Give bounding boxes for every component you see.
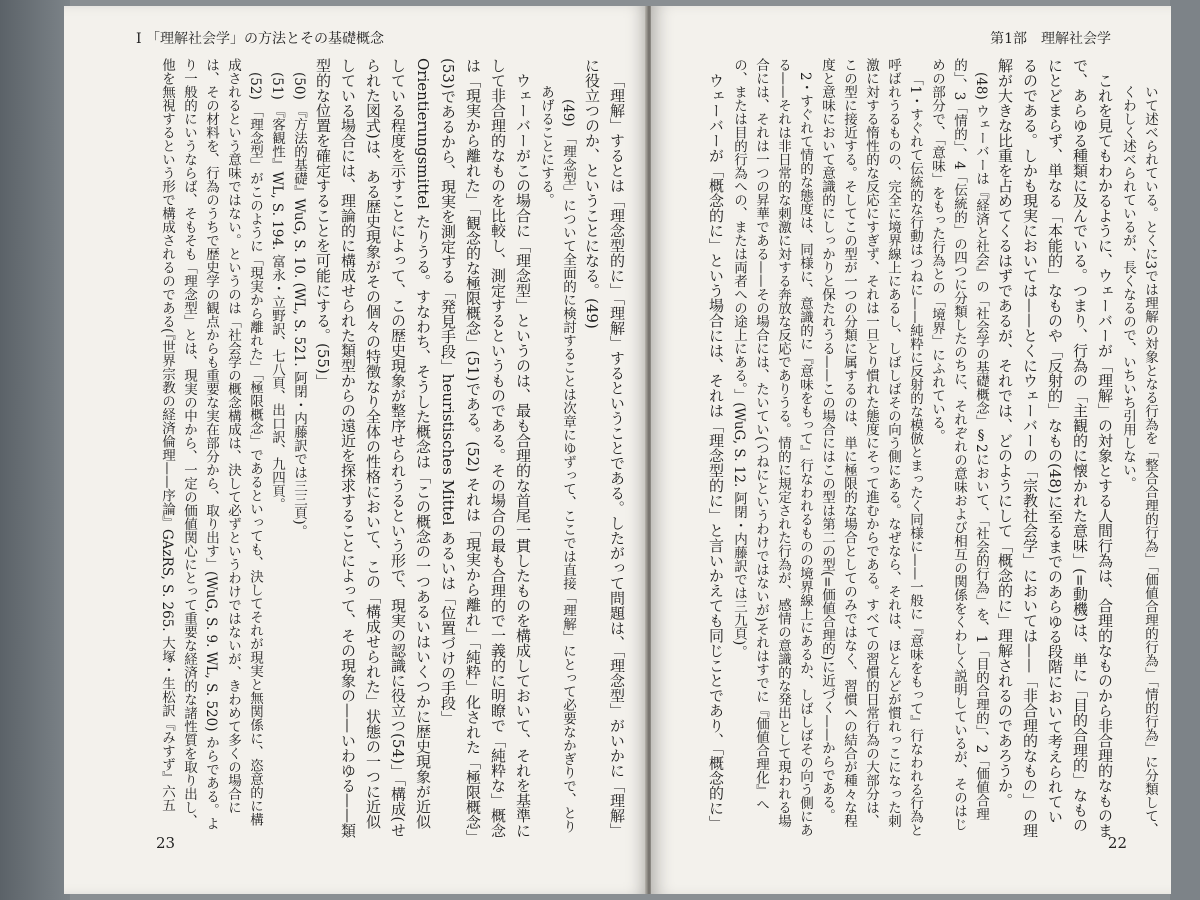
footnote-51: (51) 『客観性』WL, S. 194. 富永・立野訳、七八頁、出口訳、九四頁。 [269,71,285,511]
footnote-50: (50) 『方法的基礎』WuG, S. 10. (WL, S. 521. 阿閉・内藤訳では三三頁)。 [291,71,307,538]
footnote-52: (52) 「理念型」がこのように「現実から離れた」「極限概念」であるといっても、決してそれが現実と無関係に、恣意的に構成されるという意味ではない。というのは「社会学の概念構成は、決して必ずというわけではないが、きわめて多くの場合には、その材料を、行為のうちで歴史学の観点からも重要な実在部分から、取り出す」(WuG, S. 9. WL, S. 520) からである。より一般的にいうならば、そもそも「理念型」とは、現実の中から、一定の価値関心にとって重要な経済的な諸性質を取り出し、他を無視するという形で構成されるのである(『世界宗教の経済倫理——序論』GAzRS, S. 265. 大塚・生松訳『みすず』六五 [159,58,263,831]
left-running-head: I 「理解社会学」の方法とその基礎概念 [136,31,384,47]
body-paragraph: ウェーバーがこの場合に「理念型」というのは、最も合理的な首尾一貫したものを構成しておいて、それを基準にして非合理的なものを比較し、測定するというものである。その場合の最も合理的で一義的に明瞭で「純粋な」概念は「現実から離れた」「観念的な極限概念」(51)である。(52) それは「現実から離れ」「純粋」化された「極限概念」(53)であるから、現実を測定する「発見手段」heuristisches Mittel あるいは「位置づけの手段」Orientierungsmittel たりうる。すなわち、そうした概念は「この概念の一つあるいはいくつかに歴史現象が近似している程度を示すことによって、この歴史現象が整序せられうるという形で、現実の認識に役立つ(54)」「構成(せられた図式)は、ある歴史現象がその個々の特徴なり全体の性格において、この「構成せられた」状態の一つに近似している場合には、理論的に構成せられた類型からの遠近を探求することによって、その現象の——いわゆる——類型的な位置を確定することを可能にする。(55)」 [314,58,532,838]
right-page-text [681,58,1161,838]
right-page-number: 22 [1107,834,1127,852]
footnote-continued: いて述べられている。とくに3では理解の対象となる行為を「整合合理的行為」「価値合理的行為」「情的行為」に分類して、くわしく述べられているが、長くなるので、いちいち引用しない。 [1120,85,1158,837]
background-right-edge [1170,0,1200,900]
footnote-48: (48) ウェーバーは『経済と社会』の「社会学の基礎概念」§2において、「社会的行為」を、1「目的合理的」、2「価値合理的」、3「情的」、4「伝統的」の四つに分類したのちに、それぞれの意味および相互の関係をくわしく説明しているが、そのはじめの部分で、「意味」をもった行為との「境界」にふれている。 [929,58,989,832]
footnote-49: (49) 「理念型」について全面的に検討することは次章にゆずって、ここでは直接「理解」にとって必要なかぎりで、とりあげることにする。 [538,85,576,833]
body-paragraph: ウェーバーが「概念的に」という場合には、それは「理念型的に」と言いかえても同じことであり、「概念的に」 [707,73,725,831]
quotation-paragraph: 「1・すぐれて伝統的な行動はつねに——純粋に反射的な模倣とまったく同様に——一般に『意味をもって』行なわれる行為と呼ばれうるものの、完全に境界線上にあるし、しばしばその向う側にある。なぜなら、それは、ほとんどが慣れっこになった刺激に対する惰性的な反応にすぎず、それは一旦とり慣れた態度にそって進むからである。すべての習慣的日常行為の大部分は、この型に接近する。そしてこの型が一つの分類に属するのは、単に極限的な場合としてのみではなく、習慣への結合が種々な程度と意味において意識的にしっかりと保たれうる——この場合にはこの型は第二の型(=価値合理的)に近づく——からである。 [819,58,923,837]
body-paragraph: これを見てもわかるように、ウェーバーが「理解」の対象とする人間行為は、合理的なものから非合理的なものまで、あらゆる種類に及んでいる。つまり、行為の「主観的に懐かれた意味」(=動機)は、単に「目的合理的」なものにとどまらず、単なる「本能的」なものや「反射的」なもの(48)に至るまでのあらゆる段階において考えられているのである。しかも現実においては——とくにウェーバーの「宗教社会学」においては——「非合理的なもの」の理解が大きな比重を占めてくるはずであるが、それでは、どのようにして「概念的に」理解されるのであろうか。 [996,58,1114,838]
left-page-text [104,58,629,838]
background-left-edge [0,0,70,900]
left-page-number: 23 [156,834,176,852]
body-paragraph: 「理解」するとは「理念型的に」「理解」するということである。したがって問題は、「理念型」がいかに「理解」に役立つのか、ということになる。(49) [583,58,626,838]
quotation-paragraph: 2・すぐれて情的な態度は、同様に、意識的に『意味をもって』行なわれるものの境界線上にあるか、しばしばその向う側にある——それは非日常的な刺激に対する奔放な反応でありうる。情的に規定された行為が、感情の意識的な発出として現われる場合には、それは一つの昇華である——その場合には、たいてい(つねにというわけではないが)それはすでに『価値合理化』への、または目的行為への、または両者への途上にある。」(WuG, S. 12. 阿閉・内藤訳では三九頁)。 [731,58,813,837]
left-page [64,6,649,894]
right-page [651,6,1171,894]
right-running-head: 第1部 理解社会学 [990,31,1111,47]
